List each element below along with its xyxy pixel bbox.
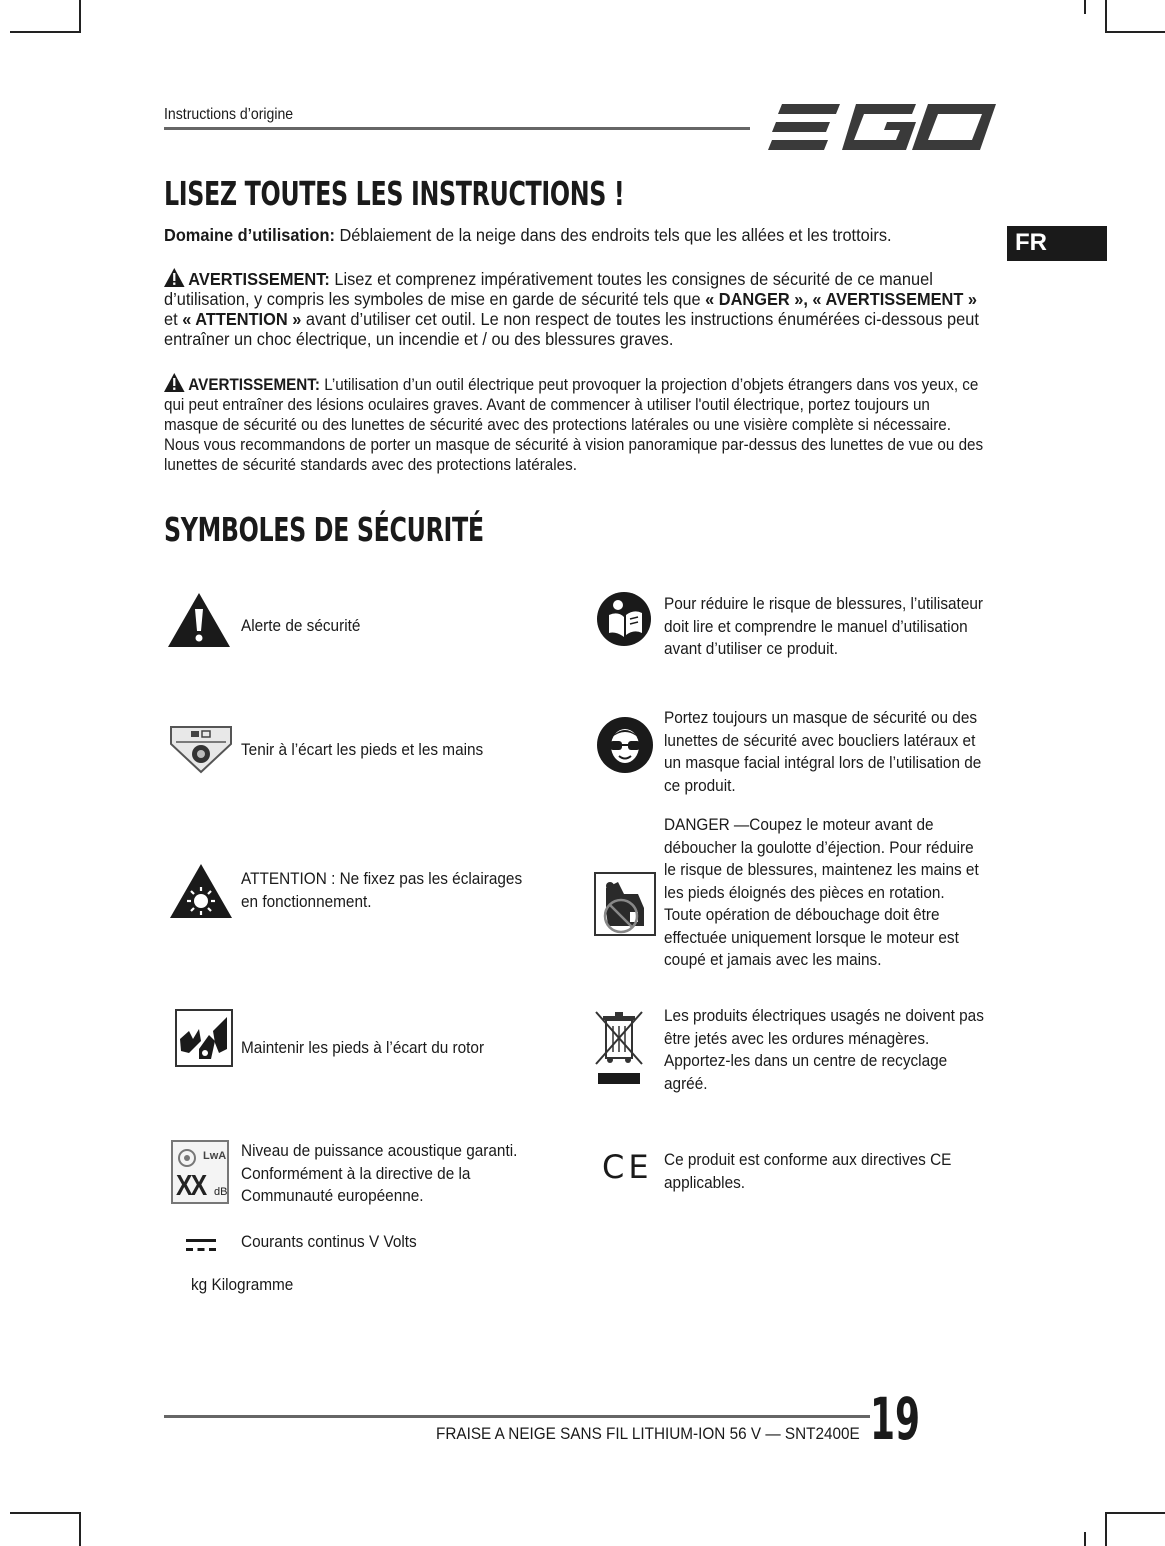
- hands-feet-warning-icon: [170, 726, 232, 774]
- symbol-text-hands-feet: Tenir à l’écart les pieds et les mains: [241, 741, 484, 759]
- crop-mark: [1105, 31, 1165, 33]
- noise-icon-label: LwA: [203, 1150, 227, 1162]
- warning-text: et: [164, 309, 183, 329]
- warning-label: AVERTISSEMENT:: [188, 376, 320, 394]
- language-tab: FR: [1007, 226, 1107, 261]
- crop-mark: [10, 31, 81, 33]
- symbol-text-dc: Courants continus V Volts: [241, 1233, 417, 1251]
- noise-icon-value: XX: [176, 1170, 206, 1202]
- eye-protection-icon: [596, 716, 654, 774]
- page-title: LISEZ TOUTES LES INSTRUCTIONS !: [164, 174, 625, 213]
- crop-mark: [1105, 1512, 1165, 1514]
- crop-mark: [79, 1512, 81, 1546]
- usage-paragraph: [164, 225, 987, 245]
- header-label: Instructions d’origine: [164, 106, 294, 123]
- feet-rotor-icon: [175, 1009, 233, 1067]
- crop-mark: [1084, 1532, 1086, 1546]
- symbol-text-danger-chute: DANGER —Coupez le moteur avant de déboucher la goulotte d’éjection. Pour réduire le risque de blessures, maintenez les mains et les pieds éloignés des pièces en rotation. Toute opération de débouchage doit être effectuée uniquement lorsque le moteur est coupé et jamais avec les mains.: [664, 816, 979, 969]
- crop-mark: [10, 1512, 81, 1514]
- warning-emphasis: « DANGER », « AVERTISSEMENT »: [705, 289, 977, 309]
- direct-current-icon: [186, 1238, 216, 1252]
- usage-label: Domaine d’utilisation:: [164, 225, 335, 245]
- crop-mark: [79, 0, 81, 33]
- symbol-text-rotor: Maintenir les pieds à l’écart du rotor: [241, 1039, 485, 1057]
- crop-mark: [1105, 0, 1107, 33]
- warning-triangle-icon: [164, 373, 185, 392]
- crop-mark: [1105, 1512, 1107, 1546]
- warning-text: Lisez et comprenez impérativement toutes les consignes de sécurité de ce manuel d’utilisation, y compris les symboles de mise en garde de sécurité tels que: [164, 269, 933, 309]
- ce-mark-icon: CE: [602, 1148, 653, 1186]
- read-manual-icon: [596, 591, 652, 647]
- warning-triangle-icon: [164, 268, 185, 287]
- symbol-text-manual: Pour réduire le risque de blessures, l’utilisateur doit lire et comprendre le manuel d’utilisation avant d’utiliser ce produit.: [664, 595, 984, 658]
- bright-light-warning-icon: [170, 864, 232, 918]
- ego-logo: [768, 98, 996, 156]
- page-number: 19: [870, 1385, 921, 1453]
- warning-emphasis: « ATTENTION »: [182, 309, 302, 329]
- symbol-text-weee: Les produits électriques usagés ne doivent pas être jetés avec les ordures ménagères. Apportez-les dans un centre de recyclage agréé.: [664, 1007, 984, 1093]
- speaker-icon: [177, 1148, 197, 1168]
- weee-recycle-icon: [594, 1010, 644, 1086]
- symbol-text-alert: Alerte de sécurité: [241, 617, 361, 635]
- warning-paragraph-1: [164, 268, 987, 349]
- symbol-text-ce: Ce produit est conforme aux directives CE applicables.: [664, 1151, 952, 1192]
- sound-power-icon: [171, 1140, 229, 1204]
- footer-title: FRAISE A NEIGE SANS FIL LITHIUM-ION 56 V — SNT2400E: [436, 1424, 860, 1443]
- symbol-text-eye: Portez toujours un masque de sécurité ou des lunettes de sécurité avec boucliers latéraux et un masque facial intégral lors de l’utilisation de ce produit.: [664, 709, 982, 795]
- safety-alert-icon: [168, 593, 230, 647]
- usage-text: Déblaiement de la neige dans des endroits tels que les allées et les trottoirs.: [334, 225, 892, 245]
- header-rule: [164, 127, 750, 130]
- noise-icon-unit: dB: [214, 1186, 228, 1198]
- warning-paragraph-2: [164, 373, 987, 475]
- section-title-symbols: SYMBOLES DE SÉCURITÉ: [164, 510, 484, 549]
- chute-clearing-danger-icon: [594, 872, 656, 936]
- footer-rule: [164, 1415, 870, 1418]
- symbol-text-kg: kg Kilogramme: [191, 1276, 294, 1294]
- crop-mark: [1084, 0, 1086, 14]
- symbol-text-lights: ATTENTION : Ne fixez pas les éclairages en fonctionnement.: [241, 870, 523, 911]
- warning-text: avant d’utiliser cet outil. Le non respect de toutes les instructions énumérées ci-dessous peut entraîner un choc électrique, un incendie et / ou des blessures graves.: [164, 309, 979, 349]
- warning-text: L’utilisation d’un outil électrique peut provoquer la projection d’objets étrangers dans vos yeux, ce qui peut entraîner des lésions oculaires graves. Avant de commencer à utiliser l'outil électrique, portez toujours un masque de sécurité ou des lunettes de sécurité avec des protections latérales ou une visière complète si nécessaire. Nous vous recommandons de porter un masque de sécurité à vision panoramique par-dessus des lunettes de vue ou des lunettes de sécurité standards avec des protections latérales.: [164, 376, 984, 474]
- symbol-text-noise: Niveau de puissance acoustique garanti. Conformément à la directive de la Communauté européenne.: [241, 1142, 518, 1205]
- warning-label: AVERTISSEMENT:: [188, 269, 330, 289]
